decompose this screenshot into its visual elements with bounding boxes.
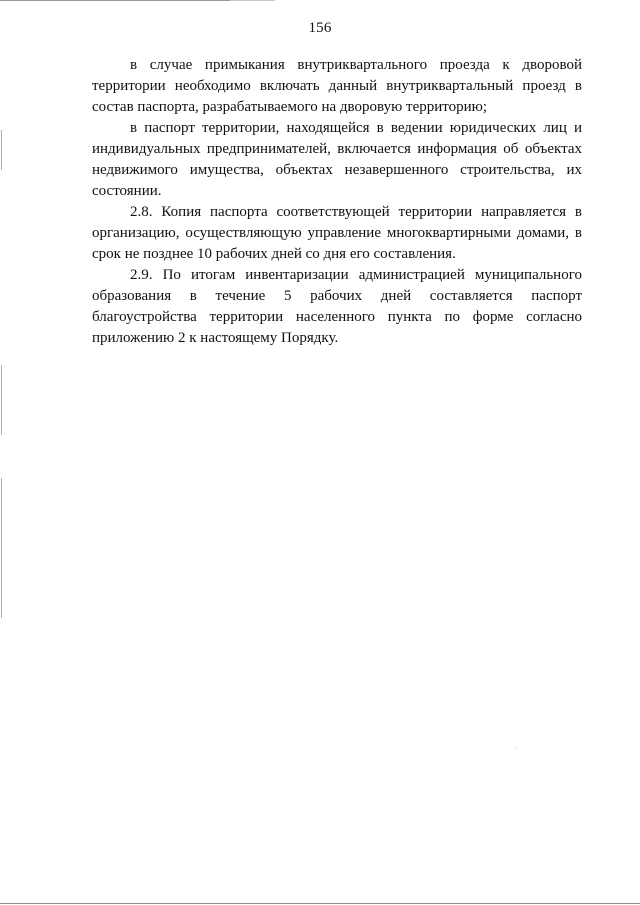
scan-edge-left [1,130,2,170]
paragraph-courtyard-passage: в случае примыкания внутриквартального проезда к дворовой территории необходимо включать данный внутриквартальный проезд в состав паспорта, разрабатываемого на дворовую территорию; [92,57,582,115]
paragraph-2-8: 2.8. Копия паспорта соответствующей территории направляется в организацию, осуществляющую управление многоквартирными домами, в срок не позднее 10 рабочих дней со дня его составления. [92,204,582,262]
paragraph-2-9: 2.9. По итогам инвентаризации администрацией муниципального образования в течение 5 рабочих дней составляется паспорт благоустройства территории населенного пункта по форме согласно приложению 2 к настоящему Порядку. [92,267,582,346]
document-body [92,55,582,349]
scan-edge-left [1,365,2,435]
scan-edge-top [0,0,230,1]
page-number: 156 [308,20,332,36]
scan-edge-left [1,478,2,618]
scan-edge-bottom [0,903,640,904]
paragraph-legal-entities: в паспорт территории, находящейся в ведении юридических лиц и индивидуальных предпринимателей, включается информация об объектах недвижимого имущества, объектах незавершенного строительства, их состоянии. [92,120,582,199]
scan-edge-top-faint [230,0,275,1]
scan-speck [515,748,516,749]
